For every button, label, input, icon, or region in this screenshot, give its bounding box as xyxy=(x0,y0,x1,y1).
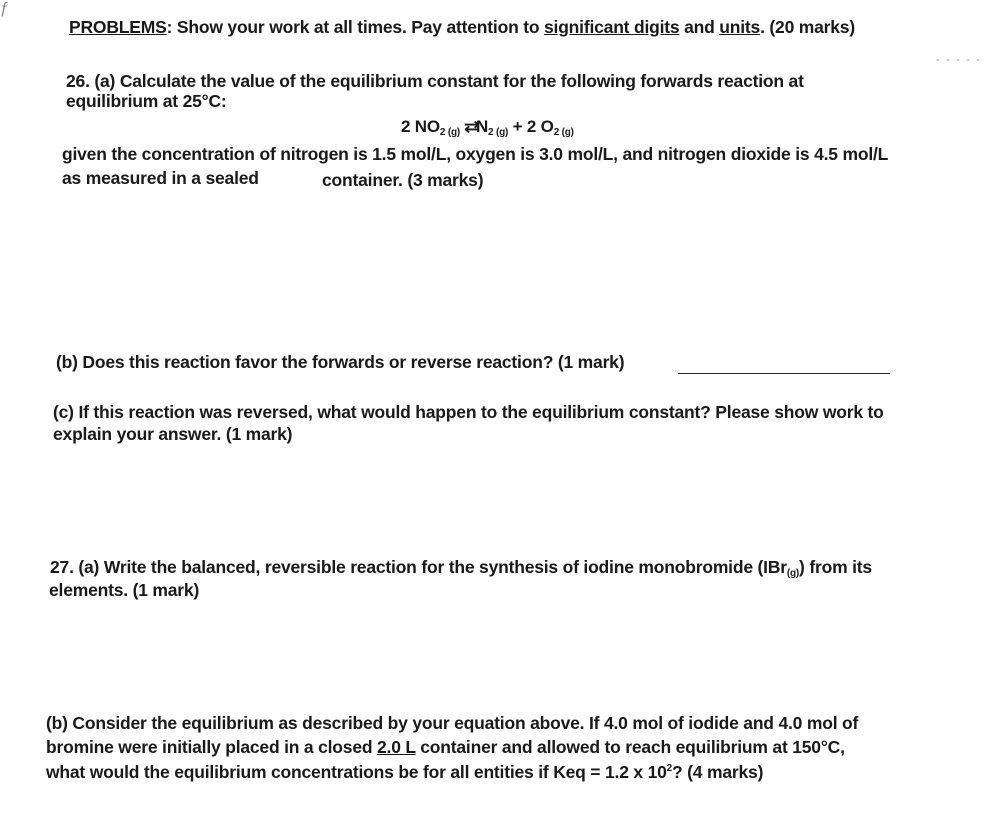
eq-product-n2: N xyxy=(475,117,489,136)
q27b-volume: 2.0 L xyxy=(377,737,416,757)
q27a-line-1 xyxy=(50,557,872,579)
significant-digits-text: significant digits xyxy=(544,17,680,37)
q27b-text-b: container and allowed to reach equilibrium at 150°C, xyxy=(415,737,845,757)
q26c-line-2: explain your answer. (1 mark) xyxy=(53,424,293,444)
eq-reactant-sub: 2 (g) xyxy=(439,127,460,138)
eq-product-o2-sub: 2 (g) xyxy=(553,127,574,138)
q27b-text-c: what would the equilibrium concentrations be for all entities if Keq = 1.2 x 10 xyxy=(46,762,667,782)
and-text: and xyxy=(679,17,720,37)
eq-reactant: 2 NO xyxy=(401,117,440,136)
eq-product-o2: + 2 O xyxy=(508,117,554,136)
q27b-line-1: (b) Consider the equilibrium as described by your equation above. If 4.0 mol of iodide and 4.0 mol of xyxy=(46,713,859,733)
q27b-text-d: ? (4 marks) xyxy=(672,762,764,782)
q26a-line-4b: container. (3 marks) xyxy=(322,170,484,190)
q27a-text-a: 27. (a) Write the balanced, reversible reaction for the synthesis of iodine monobromide (IBr xyxy=(50,557,787,577)
instruction-text-a: Show your work at all times. Pay attention to xyxy=(172,17,544,37)
q27a-subscript: (g) xyxy=(786,568,800,579)
problems-colon: : xyxy=(166,17,173,37)
q26-equation xyxy=(401,117,574,138)
q26b-answer-blank[interactable] xyxy=(678,365,890,374)
q26b-text: (b) Does this reaction favor the forwards or reverse reaction? (1 mark) xyxy=(56,352,625,372)
scan-edge-mark: ƒ xyxy=(0,0,9,17)
q27b-text-a: bromine were initially placed in a closed xyxy=(46,737,378,757)
eq-product-n2-sub: 2 (g) xyxy=(488,127,509,138)
q27b-line-3 xyxy=(46,762,763,783)
q27b-exponent: 2 xyxy=(666,763,673,775)
problems-header xyxy=(69,17,855,38)
q26a-line-4a: as measured in a sealed xyxy=(62,168,259,188)
q27b-line-2 xyxy=(46,737,845,758)
instruction-text-b: . (20 marks) xyxy=(760,17,855,37)
q27a-line-2: elements. (1 mark) xyxy=(49,580,200,600)
scan-edge-dashes: - - - - - xyxy=(936,55,982,66)
q26a-line-3: given the concentration of nitrogen is 1.5 mol/L, oxygen is 3.0 mol/L, and nitrogen dioxide is 4.5 mol/L xyxy=(62,144,889,164)
q27a-text-b: ) from its xyxy=(799,557,872,577)
problems-label: PROBLEMS xyxy=(69,17,167,37)
q26a-line-1: 26. (a) Calculate the value of the equilibrium constant for the following forwards reaction at xyxy=(66,71,804,91)
units-text: units xyxy=(719,17,761,37)
q26c-line-1: (c) If this reaction was reversed, what would happen to the equilibrium constant? Please show work to xyxy=(53,402,884,422)
q26a-line-2: equilibrium at 25°C: xyxy=(66,91,227,111)
equilibrium-arrow-icon: ⇄ xyxy=(463,119,478,136)
